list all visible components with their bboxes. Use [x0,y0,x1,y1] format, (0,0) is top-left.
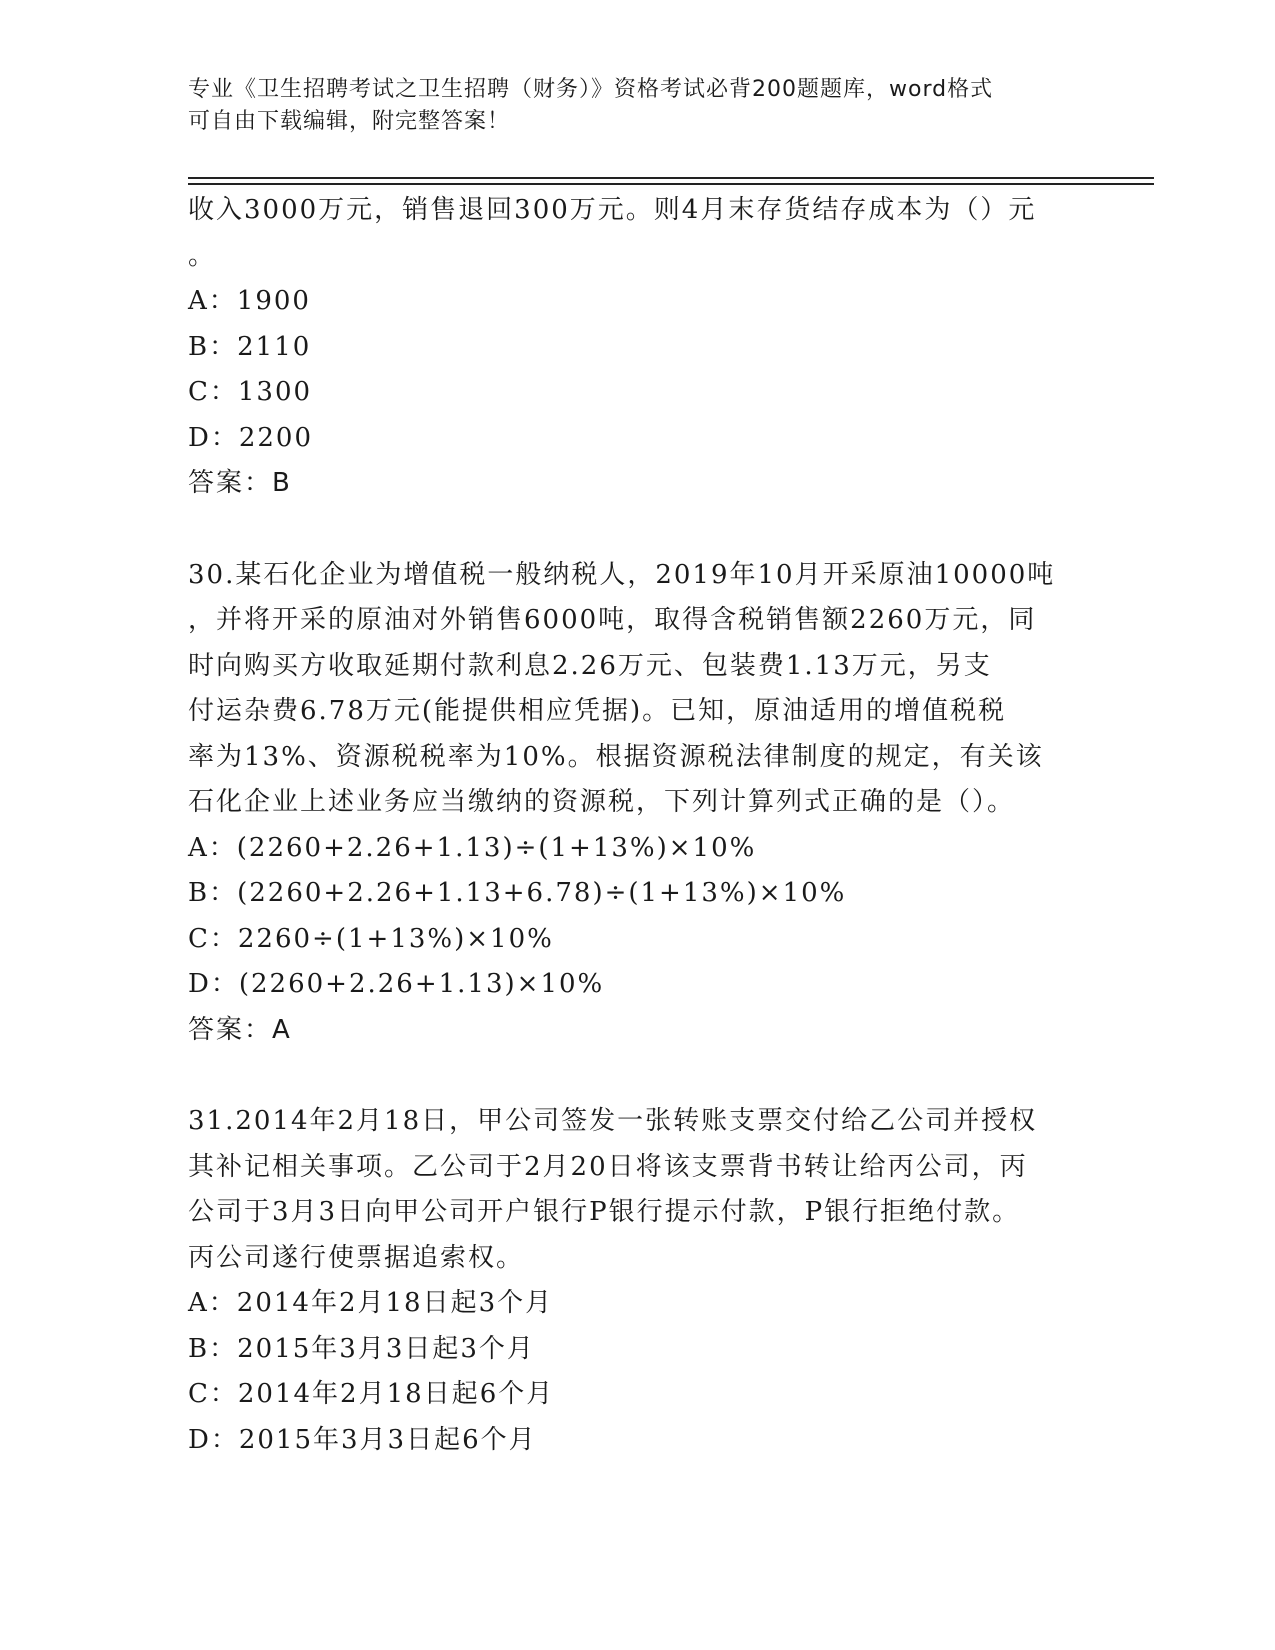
question-stem-line: 其补记相关事项。乙公司于2月20日将该支票背书转让给丙公司，丙 [188,1151,1028,1182]
question-stem-line: 30.某石化企业为增值税一般纳税人，2019年10月开采原油10000吨 [188,559,1056,590]
question-stem-line: 率为13%、资源税税率为10%。根据资源税法律制度的规定，有关该 [188,741,1044,772]
question-stem-line: 丙公司遂行使票据追索权。 [188,1242,525,1273]
header-title-line-1: 专业《卫生招聘考试之卫生招聘（财务）》资格考试必背200题题库，word格式 [188,77,994,102]
question-stem-line: 付运杂费6.78万元(能提供相应凭据)。已知，原油适用的增值税税 [188,696,1007,726]
header-title-line-2: 可自由下载编辑，附完整答案！ [188,109,511,134]
option-c: C：1300 [188,377,313,407]
answer-line: 答案：A [188,1014,292,1045]
option-c: C：2014年2月18日起6个月 [188,1379,555,1409]
question-stem-line: 时向购买方收取延期付款利息2.26万元、包装费1.13万元，另支 [188,650,992,681]
option-b: B：(2260+2.26+1.13+6.78)÷(1+13%)×10% [188,878,847,908]
option-b: B：2015年3月3日起3个月 [188,1333,535,1364]
option-a: A：2014年2月18日起3个月 [188,1288,554,1318]
question-31 [188,1099,1088,1463]
option-b: B：2110 [188,331,312,362]
question-29 [188,188,1088,507]
document-body [188,188,1088,1463]
answer-line: 答案：B [188,468,292,498]
spacer [188,1053,1088,1099]
option-d: D：2015年3月3日起6个月 [188,1424,537,1455]
option-a: A：(2260+2.26+1.13)÷(1+13%)×10% [188,832,757,863]
header-rule-bottom [188,183,1154,185]
question-stem-line: 公司于3月3日向甲公司开户银行P银行提示付款，P银行拒绝付款。 [188,1197,1021,1227]
option-d: D：(2260+2.26+1.13)×10% [188,969,605,999]
question-stem-line: 。 [188,240,217,271]
header-rule-top [188,177,1154,179]
spacer [188,507,1088,553]
question-stem-line: ，并将开采的原油对外销售6000吨，取得含税销售额2260万元，同 [188,605,1037,635]
document-header [188,74,1068,138]
question-stem-line: 石化企业上述业务应当缴纳的资源税，下列计算列式正确的是（）。 [188,787,1016,817]
question-stem-line: 收入3000万元，销售退回300万元。则4月末存货结存成本为（）元 [188,195,1037,225]
option-a: A：1900 [188,286,311,316]
question-30 [188,553,1088,1054]
option-d: D：2200 [188,422,314,453]
question-stem-line: 31.2014年2月18日，甲公司签发一张转账支票交付给乙公司并授权 [188,1106,1038,1136]
option-c: C：2260÷(1+13%)×10% [188,923,554,954]
